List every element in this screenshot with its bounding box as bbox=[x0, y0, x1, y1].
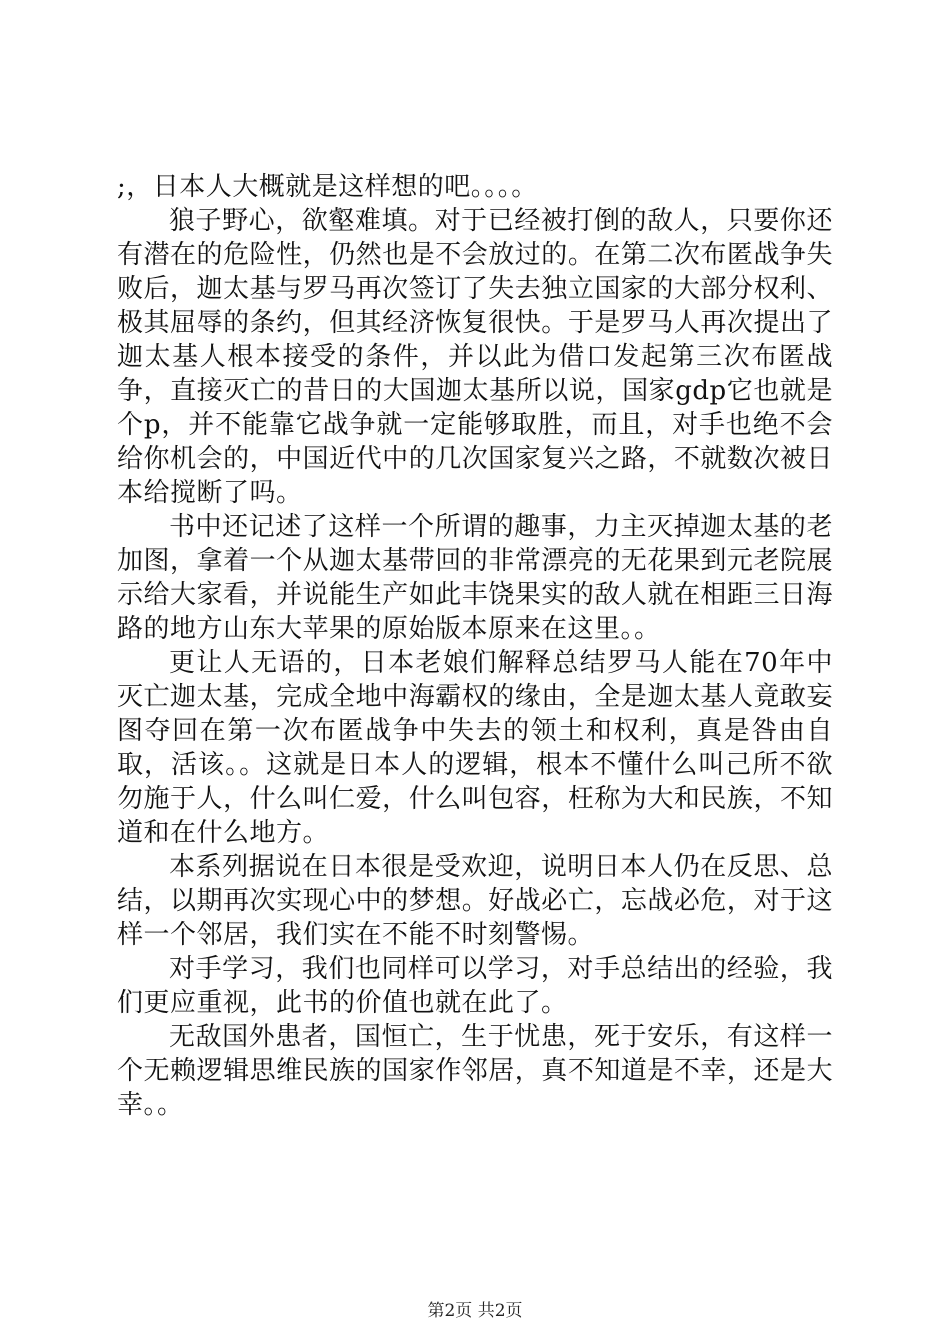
paragraph-7: 无敌国外患者，国恒亡，生于忧患，死于安乐，有这样一个无赖逻辑思维民族的国家作邻居，真不知道是不幸，还是大幸。。 bbox=[117, 1022, 833, 1120]
paragraph-3: 书中还记述了这样一个所谓的趣事，力主灭掉迦太基的老加图，拿着一个从迦太基带回的非常漂亮的无花果到元老院展示给大家看，并说能生产如此丰饶果实的敌人就在相距三日海路的地方山东大苹果的原始版本原来在这里。。 bbox=[117, 512, 833, 644]
page-number-label: 第2页 共2页 bbox=[427, 1301, 523, 1321]
page-footer bbox=[0, 1296, 950, 1321]
paragraph-2: 狼子野心，欲壑难填。对于已经被打倒的敌人，只要你还有潜在的危险性，仍然也是不会放过的。在第二次布匿战争失败后，迦太基与罗马再次签订了失去独立国家的大部分权利、极其屈辱的条约，但其经济恢复很快。于是罗马人再次提出了迦太基人根本接受的条件，并以此为借口发起第三次布匿战争，直接灭亡的昔日的大国迦太基所以说，国家gdp它也就是个p，并不能靠它战争就一定能够取胜，而且，对手也绝不会给你机会的，中国近代中的几次国家复兴之路，不就数次被日本给搅断了吗。 bbox=[117, 206, 833, 508]
document-body bbox=[117, 170, 833, 1122]
paragraph-1: ;，日本人大概就是这样想的吧。。。。 bbox=[117, 172, 538, 202]
paragraph-5: 本系列据说在日本很是受欢迎，说明日本人仍在反思、总结，以期再次实现心中的梦想。好战必亡，忘战必危，对于这样一个邻居，我们实在不能不时刻警惕。 bbox=[117, 852, 833, 950]
paragraph-4: 更让人无语的，日本老娘们解释总结罗马人能在70年中灭亡迦太基，完成全地中海霸权的缘由，全是迦太基人竟敢妄图夺回在第一次布匿战争中失去的领土和权利，真是咎由自取，活该。。这就是日本人的逻辑，根本不懂什么叫己所不欲勿施于人，什么叫仁爱，什么叫包容，枉称为大和民族，不知道和在什么地方。 bbox=[117, 648, 833, 848]
paragraph-6: 对手学习，我们也同样可以学习，对手总结出的经验，我们更应重视，此书的价值也就在此了。 bbox=[117, 954, 833, 1018]
